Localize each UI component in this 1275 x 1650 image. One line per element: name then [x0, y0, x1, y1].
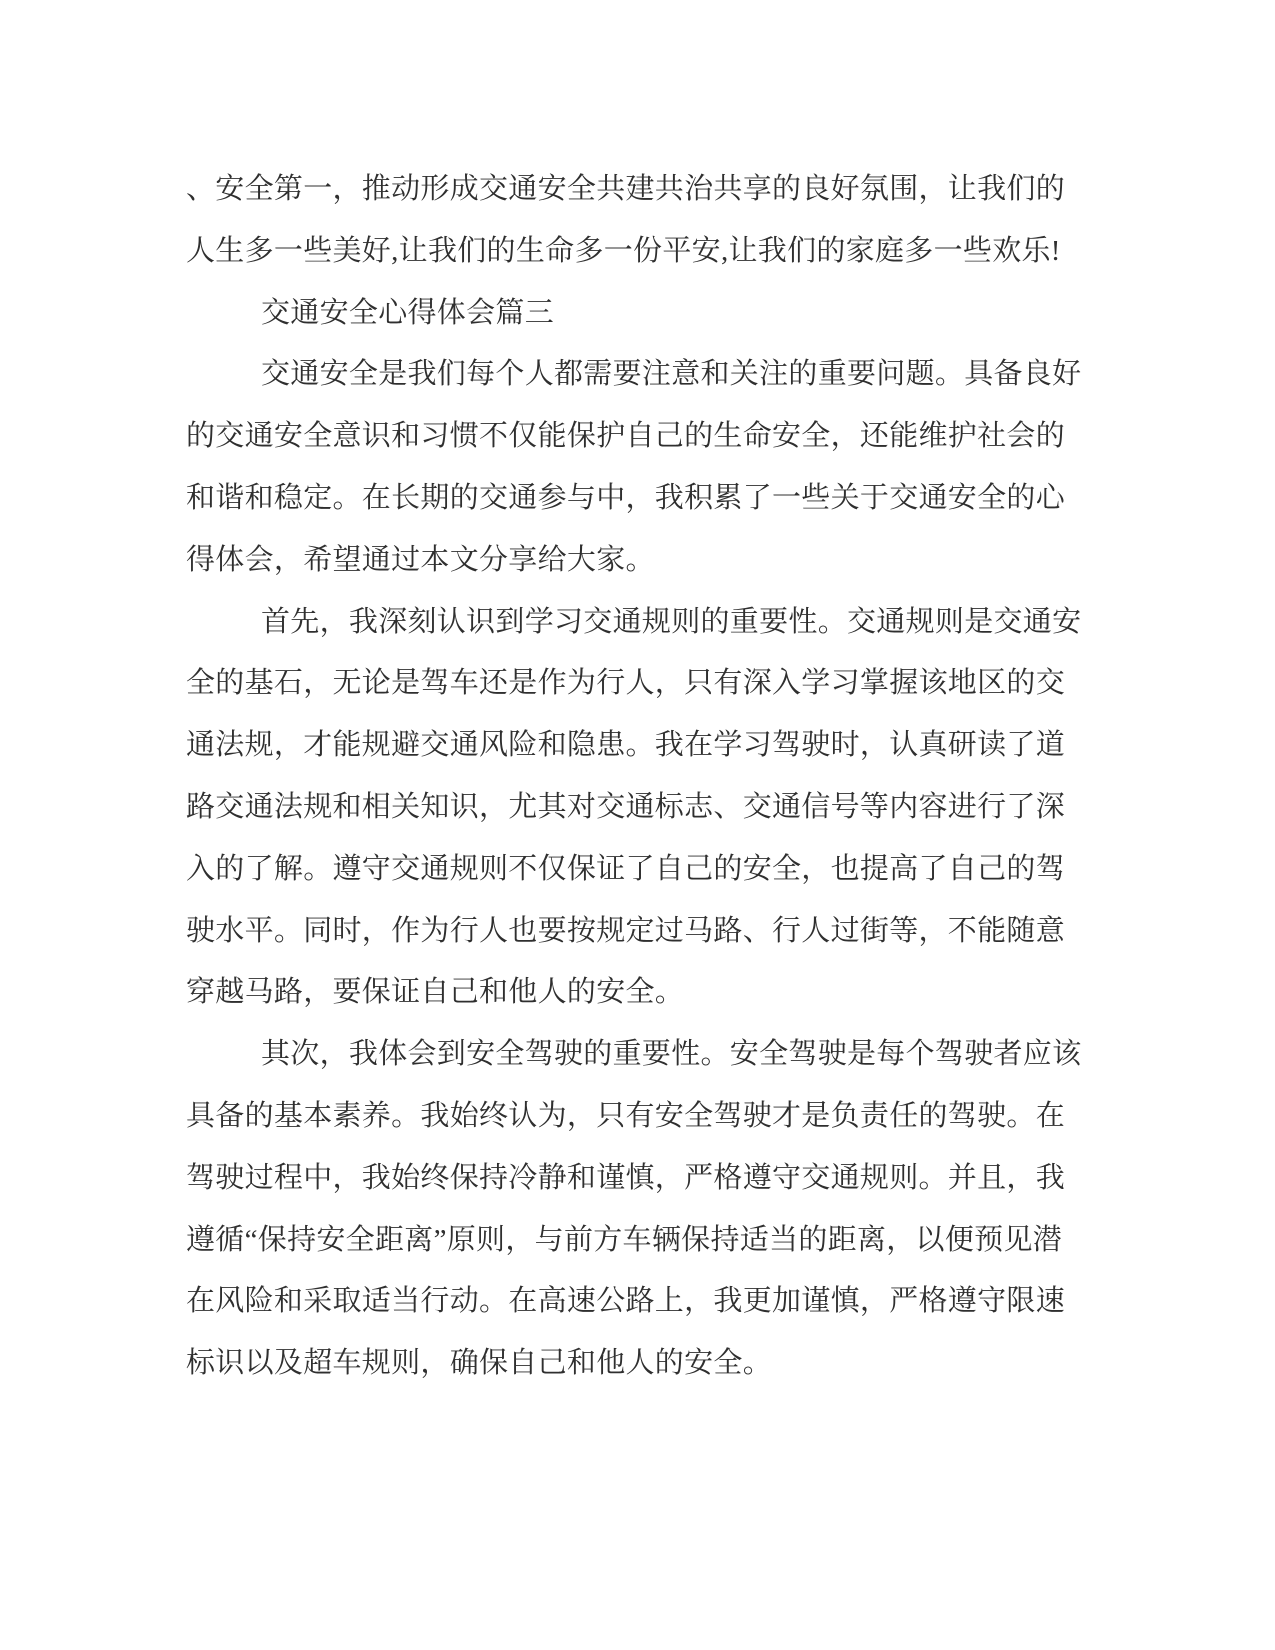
- text-line: 首先，我深刻认识到学习交通规则的重要性。交通规则是交通安: [261, 605, 1082, 638]
- text-line: 其次，我体会到安全驾驶的重要性。安全驾驶是每个驾驶者应该: [261, 1038, 1082, 1071]
- text-line: 路交通法规和相关知识，尤其对交通标志、交通信号等内容进行了深: [186, 790, 1066, 823]
- text-line: 穿越马路，要保证自己和他人的安全。: [186, 976, 685, 1009]
- text-line: 通法规，才能规避交通风险和隐患。我在学习驾驶时，认真研读了道: [186, 729, 1066, 762]
- text-line: 标识以及超车规则，确保自己和他人的安全。: [186, 1347, 773, 1380]
- text-line: 的交通安全意识和习惯不仅能保护自己的生命安全，还能维护社会的: [186, 420, 1066, 453]
- text-line: 驾驶过程中，我始终保持冷静和谨慎，严格遵守交通规则。并且，我: [186, 1161, 1066, 1194]
- text-line: 驶水平。同时，作为行人也要按规定过马路、行人过街等，不能随意: [186, 914, 1066, 947]
- text-line: 入的了解。遵守交通规则不仅保证了自己的安全，也提高了自己的驾: [186, 852, 1066, 885]
- text-line: 得体会，希望通过本文分享给大家。: [186, 543, 655, 576]
- text-line: 全的基石，无论是驾车还是作为行人，只有深入学习掌握该地区的交: [186, 667, 1066, 700]
- text-line: 人生多一些美好,让我们的生命多一份平安,让我们的家庭多一些欢乐!: [186, 234, 1061, 267]
- text-line: 、安全第一，推动形成交通安全共建共治共享的良好氛围，让我们的: [186, 173, 1066, 205]
- text-line: 和谐和稳定。在长期的交通参与中，我积累了一些关于交通安全的心: [186, 481, 1066, 514]
- text-line: 交通安全是我们每个人都需要注意和关注的重要问题。具备良好: [261, 358, 1082, 391]
- text-line: 在风险和采取适当行动。在高速公路上，我更加谨慎，严格遵守限速: [186, 1285, 1066, 1318]
- text-line: 交通安全心得体会篇三: [261, 296, 555, 329]
- text-line: 具备的基本素养。我始终认为，只有安全驾驶才是负责任的驾驶。在: [186, 1099, 1066, 1132]
- text-block: [186, 159, 1091, 1395]
- text-line: 遵循“保持安全距离”原则，与前方车辆保持适当的距离，以便预见潜: [186, 1223, 1063, 1256]
